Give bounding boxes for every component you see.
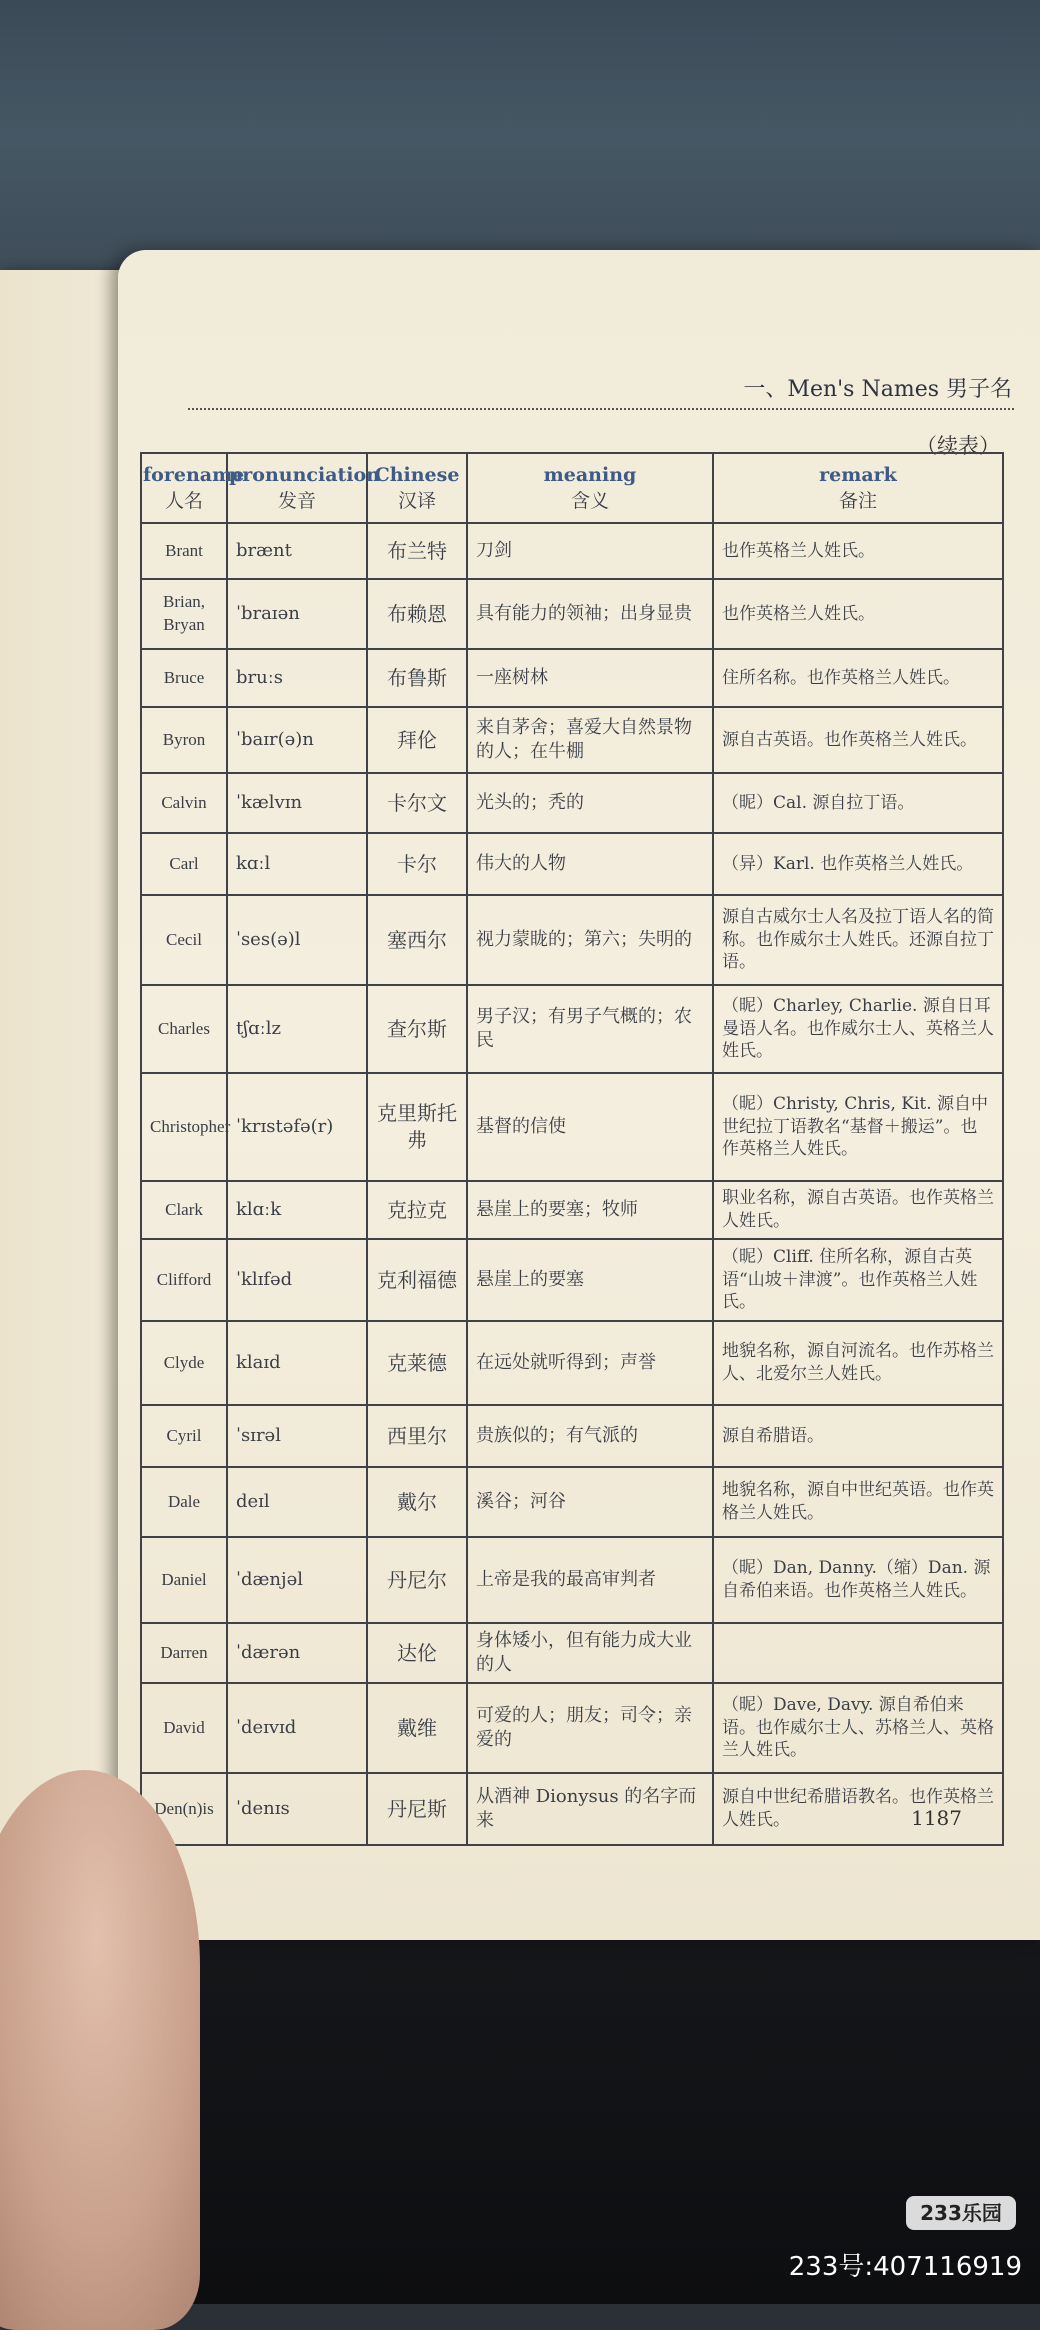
meaning-cell: 悬崖上的要塞；牧师 — [467, 1181, 713, 1239]
chinese-cell: 塞西尔 — [367, 895, 467, 985]
forename-cell: Charles — [141, 985, 227, 1073]
forename-cell: Clark — [141, 1181, 227, 1239]
forename-cell: Clyde — [141, 1321, 227, 1405]
remark-cell: 住所名称。也作英格兰人姓氏。 — [713, 649, 1003, 707]
remark-cell: 也作英格兰人姓氏。 — [713, 579, 1003, 649]
table-row — [141, 649, 1003, 707]
meaning-cell: 男子汉；有男子气概的；农民 — [467, 985, 713, 1073]
page-header: 一、Men's Names 男子名 — [743, 377, 1012, 402]
pronunciation-cell: ˈsɪrəl — [227, 1405, 367, 1467]
forename-cell: Christopher — [141, 1073, 227, 1181]
pronunciation-cell: kɑːl — [227, 833, 367, 895]
remark-cell: 职业名称，源自古英语。也作英格兰人姓氏。 — [713, 1181, 1003, 1239]
chinese-cell: 布赖恩 — [367, 579, 467, 649]
meaning-cell: 可爱的人；朋友；司令；亲爱的 — [467, 1683, 713, 1773]
pronunciation-cell: ˈdeɪvɪd — [227, 1683, 367, 1773]
forename-cell: Byron — [141, 707, 227, 773]
names-table — [140, 452, 1004, 1846]
remark-cell — [713, 1623, 1003, 1683]
table-header-row — [141, 453, 1003, 523]
table-row — [141, 773, 1003, 833]
chinese-cell: 克里斯托弗 — [367, 1073, 467, 1181]
chinese-cell: 戴维 — [367, 1683, 467, 1773]
remark-cell: 也作英格兰人姓氏。 — [713, 523, 1003, 579]
pronunciation-cell: ˈdænjəl — [227, 1537, 367, 1623]
forename-cell: Darren — [141, 1623, 227, 1683]
pronunciation-cell: bruːs — [227, 649, 367, 707]
chinese-cell: 达伦 — [367, 1623, 467, 1683]
header-rule — [188, 408, 1014, 410]
forename-cell: Brant — [141, 523, 227, 579]
table-row — [141, 579, 1003, 649]
watermark-logo: 233乐园 — [906, 2196, 1016, 2230]
meaning-cell: 一座树林 — [467, 649, 713, 707]
meaning-cell: 刀剑 — [467, 523, 713, 579]
table-row — [141, 1073, 1003, 1181]
forename-cell: Calvin — [141, 773, 227, 833]
forename-cell: Cyril — [141, 1405, 227, 1467]
table-row — [141, 523, 1003, 579]
chinese-cell: 丹尼斯 — [367, 1773, 467, 1845]
chinese-cell: 拜伦 — [367, 707, 467, 773]
remark-cell: 源自中世纪希腊语教名。也作英格兰人姓氏。 — [713, 1773, 1003, 1845]
meaning-cell: 上帝是我的最高审判者 — [467, 1537, 713, 1623]
meaning-cell: 视力蒙眬的；第六；失明的 — [467, 895, 713, 985]
chinese-cell: 卡尔 — [367, 833, 467, 895]
watermark-text: 233号:407116919 — [788, 2252, 1022, 2282]
forename-cell: Clifford — [141, 1239, 227, 1321]
table-row — [141, 833, 1003, 895]
pronunciation-cell: ˈses(ə)l — [227, 895, 367, 985]
meaning-cell: 从酒神 Dionysus 的名字而来 — [467, 1773, 713, 1845]
pronunciation-cell: ˈdærən — [227, 1623, 367, 1683]
chinese-cell: 布兰特 — [367, 523, 467, 579]
pronunciation-cell: brænt — [227, 523, 367, 579]
table-row — [141, 1537, 1003, 1623]
meaning-cell: 来自茅舍；喜爱大自然景物的人；在牛棚 — [467, 707, 713, 773]
table-row — [141, 1239, 1003, 1321]
remark-cell: （昵）Cal. 源自拉丁语。 — [713, 773, 1003, 833]
forename-cell: Daniel — [141, 1537, 227, 1623]
chinese-cell: 丹尼尔 — [367, 1537, 467, 1623]
pronunciation-cell: ˈkælvɪn — [227, 773, 367, 833]
table-row — [141, 1321, 1003, 1405]
remark-cell: 地貌名称，源自中世纪英语。也作英格兰人姓氏。 — [713, 1467, 1003, 1537]
pronunciation-cell: ˈbraɪən — [227, 579, 367, 649]
book-page — [118, 250, 1040, 1940]
pronunciation-cell: ˈkrɪstəfə(r) — [227, 1073, 367, 1181]
pronunciation-cell: ˈdenɪs — [227, 1773, 367, 1845]
chinese-cell: 克莱德 — [367, 1321, 467, 1405]
forename-cell: Dale — [141, 1467, 227, 1537]
thumb — [0, 1770, 200, 2330]
chinese-cell: 戴尔 — [367, 1467, 467, 1537]
forename-cell: David — [141, 1683, 227, 1773]
remark-cell: 源自古英语。也作英格兰人姓氏。 — [713, 707, 1003, 773]
meaning-cell: 身体矮小，但有能力成大业的人 — [467, 1623, 713, 1683]
remark-cell: （昵）Dan, Danny.（缩）Dan. 源自希伯来语。也作英格兰人姓氏。 — [713, 1537, 1003, 1623]
col-header-meaning: meaning 含义 — [467, 453, 713, 523]
table-row — [141, 985, 1003, 1073]
pronunciation-cell: klaɪd — [227, 1321, 367, 1405]
col-header-forename: forename 人名 — [141, 453, 227, 523]
pronunciation-cell: tʃɑːlz — [227, 985, 367, 1073]
table-row — [141, 1181, 1003, 1239]
table-row — [141, 1623, 1003, 1683]
table-row — [141, 1405, 1003, 1467]
col-header-pronunciation: pronunciation 发音 — [227, 453, 367, 523]
remark-cell: （昵）Christy, Chris, Kit. 源自中世纪拉丁语教名“基督＋搬运”。也作英格兰人姓氏。 — [713, 1073, 1003, 1181]
meaning-cell: 在远处就听得到；声誉 — [467, 1321, 713, 1405]
meaning-cell: 溪谷；河谷 — [467, 1467, 713, 1537]
chinese-cell: 查尔斯 — [367, 985, 467, 1073]
pronunciation-cell: ˈbaɪr(ə)n — [227, 707, 367, 773]
table-row — [141, 1773, 1003, 1845]
forename-cell: Den(n)is — [141, 1773, 227, 1845]
table-row — [141, 1683, 1003, 1773]
remark-cell: （异）Karl. 也作英格兰人姓氏。 — [713, 833, 1003, 895]
remark-cell: （昵）Charley, Charlie. 源自日耳曼语人名。也作威尔士人、英格兰人姓氏。 — [713, 985, 1003, 1073]
chinese-cell: 西里尔 — [367, 1405, 467, 1467]
table-row — [141, 707, 1003, 773]
remark-cell: （昵）Dave, Davy. 源自希伯来语。也作威尔士人、苏格兰人、英格兰人姓氏。 — [713, 1683, 1003, 1773]
remark-cell: 源自古威尔士人名及拉丁语人名的简称。也作威尔士人姓氏。还源自拉丁语。 — [713, 895, 1003, 985]
chinese-cell: 克利福德 — [367, 1239, 467, 1321]
forename-cell: Bruce — [141, 649, 227, 707]
pronunciation-cell: deɪl — [227, 1467, 367, 1537]
continued-label: （续表） — [916, 434, 1000, 458]
chinese-cell: 克拉克 — [367, 1181, 467, 1239]
meaning-cell: 悬崖上的要塞 — [467, 1239, 713, 1321]
table-row — [141, 895, 1003, 985]
remark-cell: （昵）Cliff. 住所名称，源自古英语“山坡＋津渡”。也作英格兰人姓氏。 — [713, 1239, 1003, 1321]
meaning-cell: 贵族似的；有气派的 — [467, 1405, 713, 1467]
pronunciation-cell: klɑːk — [227, 1181, 367, 1239]
forename-cell: Brian, Bryan — [141, 579, 227, 649]
chinese-cell: 布鲁斯 — [367, 649, 467, 707]
forename-cell: Cecil — [141, 895, 227, 985]
chinese-cell: 卡尔文 — [367, 773, 467, 833]
pronunciation-cell: ˈklɪfəd — [227, 1239, 367, 1321]
page-number: 1187 — [911, 1806, 962, 1830]
meaning-cell: 伟大的人物 — [467, 833, 713, 895]
remark-cell: 源自希腊语。 — [713, 1405, 1003, 1467]
meaning-cell: 基督的信使 — [467, 1073, 713, 1181]
col-header-chinese: Chinese 汉译 — [367, 453, 467, 523]
meaning-cell: 光头的；秃的 — [467, 773, 713, 833]
meaning-cell: 具有能力的领袖；出身显贵 — [467, 579, 713, 649]
col-header-remark: remark 备注 — [713, 453, 1003, 523]
table-row — [141, 1467, 1003, 1537]
remark-cell: 地貌名称，源自河流名。也作苏格兰人、北爱尔兰人姓氏。 — [713, 1321, 1003, 1405]
forename-cell: Carl — [141, 833, 227, 895]
